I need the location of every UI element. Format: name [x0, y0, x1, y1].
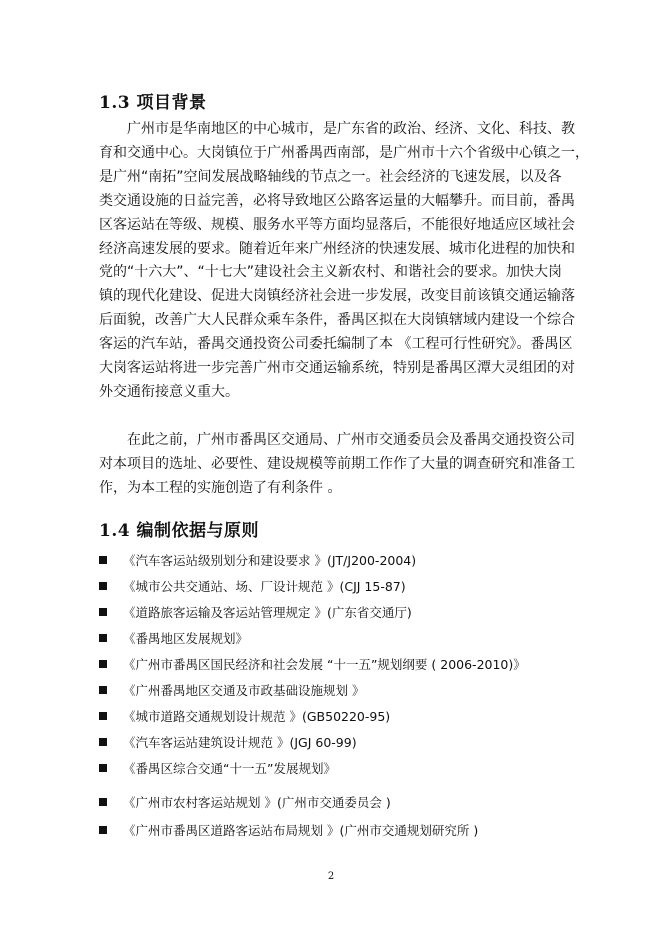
list-item-text: 《汽车客运站建筑设计规范 》(JGJ 60-99) — [123, 735, 357, 750]
list-item — [99, 577, 406, 595]
square-bullet-icon — [99, 634, 107, 642]
list-item-text: 《城市公共交通站、场、厂设计规范 》(CJJ 15-87) — [123, 579, 406, 594]
list-item — [99, 603, 412, 621]
square-bullet-icon — [99, 556, 107, 564]
square-bullet-icon — [99, 764, 107, 772]
list-item — [99, 551, 416, 569]
square-bullet-icon — [99, 582, 107, 590]
paragraph-line: 客运的汽车站，番禺交通投资公司委托编制了本 《工程可行性研究》。番禺区 — [99, 336, 573, 353]
list-item-text: 《番禺地区发展规划》 — [123, 631, 249, 646]
paragraph-line: 是广州“南拓”空间发展战略轴线的节点之一。社会经济的飞速发展，以及各 — [99, 168, 562, 185]
list-item-text: 《广州市番禺区国民经济和社会发展 “十一五”规划纲要 ( 2006-2010)》 — [123, 657, 526, 672]
paragraph-line: 育和交通中心。大岗镇位于广州番禺西南部，是广州市十六个省级中心镇之一， — [99, 144, 589, 161]
square-bullet-icon — [99, 608, 107, 616]
list-item-text: 《广州市番禺区道路客运站布局规划 》(广州市交通规划研究所 ) — [123, 823, 479, 838]
background-paragraph-2 — [99, 429, 575, 501]
list-item — [99, 821, 478, 839]
paragraph-line: 广州市是华南地区的中心城市，是广东省的政治、经济、文化、科技、教 — [127, 121, 575, 137]
paragraph-line: 外交通衔接意义重大。 — [99, 383, 239, 400]
list-item — [99, 793, 391, 811]
section-heading-background: 1.3 项目背景 — [99, 93, 207, 113]
list-item — [99, 655, 526, 673]
list-item-text: 《广州番禺地区交通及市政基础设施规划 》 — [123, 683, 365, 698]
list-item — [99, 759, 336, 777]
square-bullet-icon — [99, 798, 107, 806]
square-bullet-icon — [99, 686, 107, 694]
square-bullet-icon — [99, 738, 107, 746]
list-item — [99, 681, 364, 699]
paragraph-line: 区客运站在等级、规模、服务水平等方面均显落后，不能很好地适应区域社会 — [99, 216, 575, 233]
paragraph-line: 大岗客运站将进一步完善广州市交通运输系统，特别是番禺区潭大灵组团的对 — [99, 360, 575, 377]
page-number: 2 — [327, 871, 335, 882]
paragraph-line: 镇的现代化建设、促进大岗镇经济社会进一步发展，改变目前该镇交通运输落 — [99, 288, 575, 305]
list-item-text: 《城市道路交通规划设计规范 》(GB50220-95) — [123, 709, 391, 724]
list-item-text: 《番禺区综合交通“十一五”发展规划》 — [123, 761, 336, 776]
paragraph-line: 经济高速发展的要求。随着近年来广州经济的快速发展、城市化进程的加快和 — [99, 240, 575, 257]
list-item-text: 《广州市农村客运站规划 》(广州市交通委员会 ) — [123, 795, 391, 810]
section-heading-basis: 1.4 编制依据与原则 — [99, 521, 259, 541]
list-item — [99, 733, 357, 751]
list-item — [99, 629, 248, 647]
square-bullet-icon — [99, 660, 107, 668]
list-item-text: 《汽车客运站级别划分和建设要求 》(JT/J200-2004) — [123, 553, 417, 568]
paragraph-line: 类交通设施的日益完善，必将导致地区公路客运量的大幅攀升。而目前，番禺 — [99, 192, 575, 209]
list-item — [99, 707, 390, 725]
background-paragraph-1 — [99, 118, 589, 405]
square-bullet-icon — [99, 712, 107, 720]
paragraph-line: 对本项目的选址、必要性、建设规模等前期工作作了大量的调查研究和准备工 — [99, 455, 575, 472]
paragraph-line: 作，为本工程的实施创造了有利条件 。 — [99, 479, 342, 496]
list-item-text: 《道路旅客运输及客运站管理规定 》(广东省交通厅) — [123, 605, 412, 620]
paragraph-line: 后面貌，改善广大人民群众乘车条件，番禺区拟在大岗镇辖域内建设一个综合 — [99, 312, 575, 329]
square-bullet-icon — [99, 826, 107, 834]
paragraph-line: 党的“十六大”、“十七大”建设社会主义新农村、和谐社会的要求。加快大岗 — [99, 264, 563, 281]
paragraph-line: 在此之前，广州市番禺区交通局、广州市交通委员会及番禺交通投资公司 — [127, 432, 575, 448]
